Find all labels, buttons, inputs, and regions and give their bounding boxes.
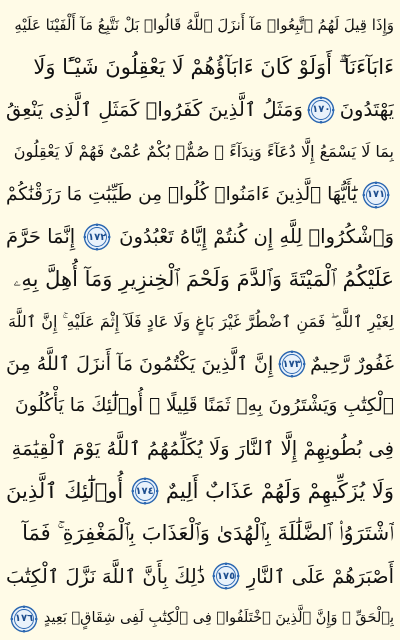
ayah-end-marker (131, 477, 159, 505)
verse-line-content (6, 439, 394, 459)
verse-text: بِٱلْحَقِّ ۗ وَإِنَّ ٱلَّذِينَ ٱخْتَلَفُوا۟ فِى ٱلْكِتَٰبِ لَفِى شِقَاقٍۭ بَعِيدٍ (43, 610, 394, 627)
verse-text: يَٰٓأَيُّهَا ٱلَّذِينَ ءَامَنُوا۟ كُلُوا۟ مِن طَيِّبَٰتِ مَا رَزَقْنَٰكُمْ (6, 183, 358, 205)
verse-line (6, 470, 394, 512)
ayah-number: ١٧٤ (135, 485, 154, 497)
verse-text: ٱلْكِتَٰبِ وَيَشْتَرُونَ بِهِۦ ثَمَنًا قَلِيلًا ۙ أُو۟لَٰٓئِكَ مَا يَأْكُلُونَ (15, 395, 394, 417)
verse-text: وَلَا يُزَكِّيهِمْ وَلَهُمْ عَذَابٌ أَلِيمٌ (165, 478, 394, 503)
verse-line (6, 301, 394, 343)
ayah-end-marker (83, 223, 111, 251)
ayah-end-marker (10, 605, 38, 633)
verse-line-content (6, 523, 394, 544)
ayah-end-marker (362, 181, 390, 209)
ayah-number: ١٧٥ (216, 570, 236, 582)
verse-line (6, 343, 394, 385)
verse-line-content (6, 269, 394, 290)
verse-text: ءَابَآءَنَآ ۗ أَوَلَوْ كَانَ ءَابَآؤُهُمْ لَا يَعْقِلُونَ شَيْـًٔا وَلَا (33, 55, 394, 80)
verse-text: ٱشْتَرَوُا۟ ٱلضَّلَٰلَةَ بِٱلْهُدَىٰ وَٱلْعَذَابَ بِٱلْمَغْفِرَةِ ۚ فَمَآ (22, 521, 394, 546)
verse-line (6, 513, 394, 555)
verse-text: إِنَّ ٱلَّذِينَ يَكْتُمُونَ مَآ أَنزَلَ ٱللَّهُ مِنَ (6, 352, 274, 375)
verse-line-content (6, 605, 394, 633)
verse-text: وَٱشْكُرُوا۟ لِلَّهِ إِن كُنتُمْ إِيَّاهُ تَعْبُدُونَ (119, 225, 394, 249)
verse-text: إِنَّمَا حَرَّمَ (6, 225, 76, 249)
verse-text: بِمَا لَا يَسْمَعُ إِلَّا دُعَآءً وَنِدَآءً ۚ صُمٌّۢ بُكْمٌ عُمْىٌ فَهُمْ لَا يَعْقِلُونَ (13, 142, 394, 162)
verse-line (6, 258, 394, 300)
verse-line-content (6, 223, 394, 251)
verse-text: أَصْبَرَهُمْ عَلَى ٱلنَّارِ (246, 564, 394, 588)
verse-line (6, 89, 394, 131)
verse-line-content (6, 144, 394, 160)
verse-text: وَمَثَلُ ٱلَّذِينَ كَفَرُوا۟ كَمَثَلِ ٱلَّذِى يَنْعِقُ (6, 98, 303, 122)
verse-line-content (6, 96, 394, 124)
verse-line (6, 4, 394, 46)
verse-line (6, 555, 394, 597)
ayah-end-marker (278, 350, 306, 378)
verse-line (6, 46, 394, 88)
ayah-number: ١٧٠ (312, 104, 331, 116)
verse-line (6, 174, 394, 216)
verse-line-content (6, 562, 394, 590)
verse-line (6, 131, 394, 173)
ayah-end-marker (307, 96, 335, 124)
verse-line (6, 597, 394, 639)
verse-line-content (6, 397, 394, 416)
verse-text: وَإِذَا قِيلَ لَهُمُ ٱتَّبِعُوا۟ مَآ أَنزَلَ ٱللَّهُ قَالُوا۟ بَلْ نَتَّبِعُ مَآ أَلْفَيْنَا عَلَيْهِ (14, 15, 394, 34)
verse-text: غَفُورٌ رَّحِيمٌ (310, 352, 394, 375)
verse-text: أُو۟لَٰٓئِكَ ٱلَّذِينَ (6, 478, 124, 503)
ayah-number: ١٧١ (366, 189, 386, 201)
verse-line-content (6, 350, 394, 378)
ayah-number: ١٧٦ (14, 613, 34, 625)
verse-line-content (6, 477, 394, 505)
verse-line (6, 216, 394, 258)
ayah-end-marker (212, 562, 240, 590)
verse-line-content (6, 311, 394, 331)
verse-text: فِى بُطُونِهِمْ إِلَّا ٱلنَّارَ وَلَا يُكَلِّمُهُمُ ٱللَّهُ يَوْمَ ٱلْقِيَٰمَةِ (11, 437, 394, 461)
verse-line-content (6, 57, 394, 78)
ayah-number: ١٧٢ (88, 231, 107, 243)
verse-text: ذَٰلِكَ بِأَنَّ ٱللَّهَ نَزَّلَ ٱلْكِتَٰبَ (6, 564, 206, 588)
ayah-number: ١٧٣ (282, 358, 301, 370)
verse-line (6, 386, 394, 428)
verse-text: يَهْتَدُونَ (339, 98, 394, 122)
verse-line-content (6, 15, 394, 34)
verse-line (6, 428, 394, 470)
verse-text: لِغَيْرِ ٱللَّهِ ۖ فَمَنِ ٱضْطُرَّ غَيْرَ بَاغٍ وَلَا عَادٍ فَلَآ إِثْمَ عَلَيْهِ ۚ إِنَّ ٱللَّهَ (7, 311, 394, 331)
verse-text: عَلَيْكُمُ ٱلْمَيْتَةَ وَٱلدَّمَ وَلَحْمَ ٱلْخِنزِيرِ وَمَآ أُهِلَّ بِهِۦ (13, 267, 394, 292)
verse-line-content (6, 181, 394, 209)
